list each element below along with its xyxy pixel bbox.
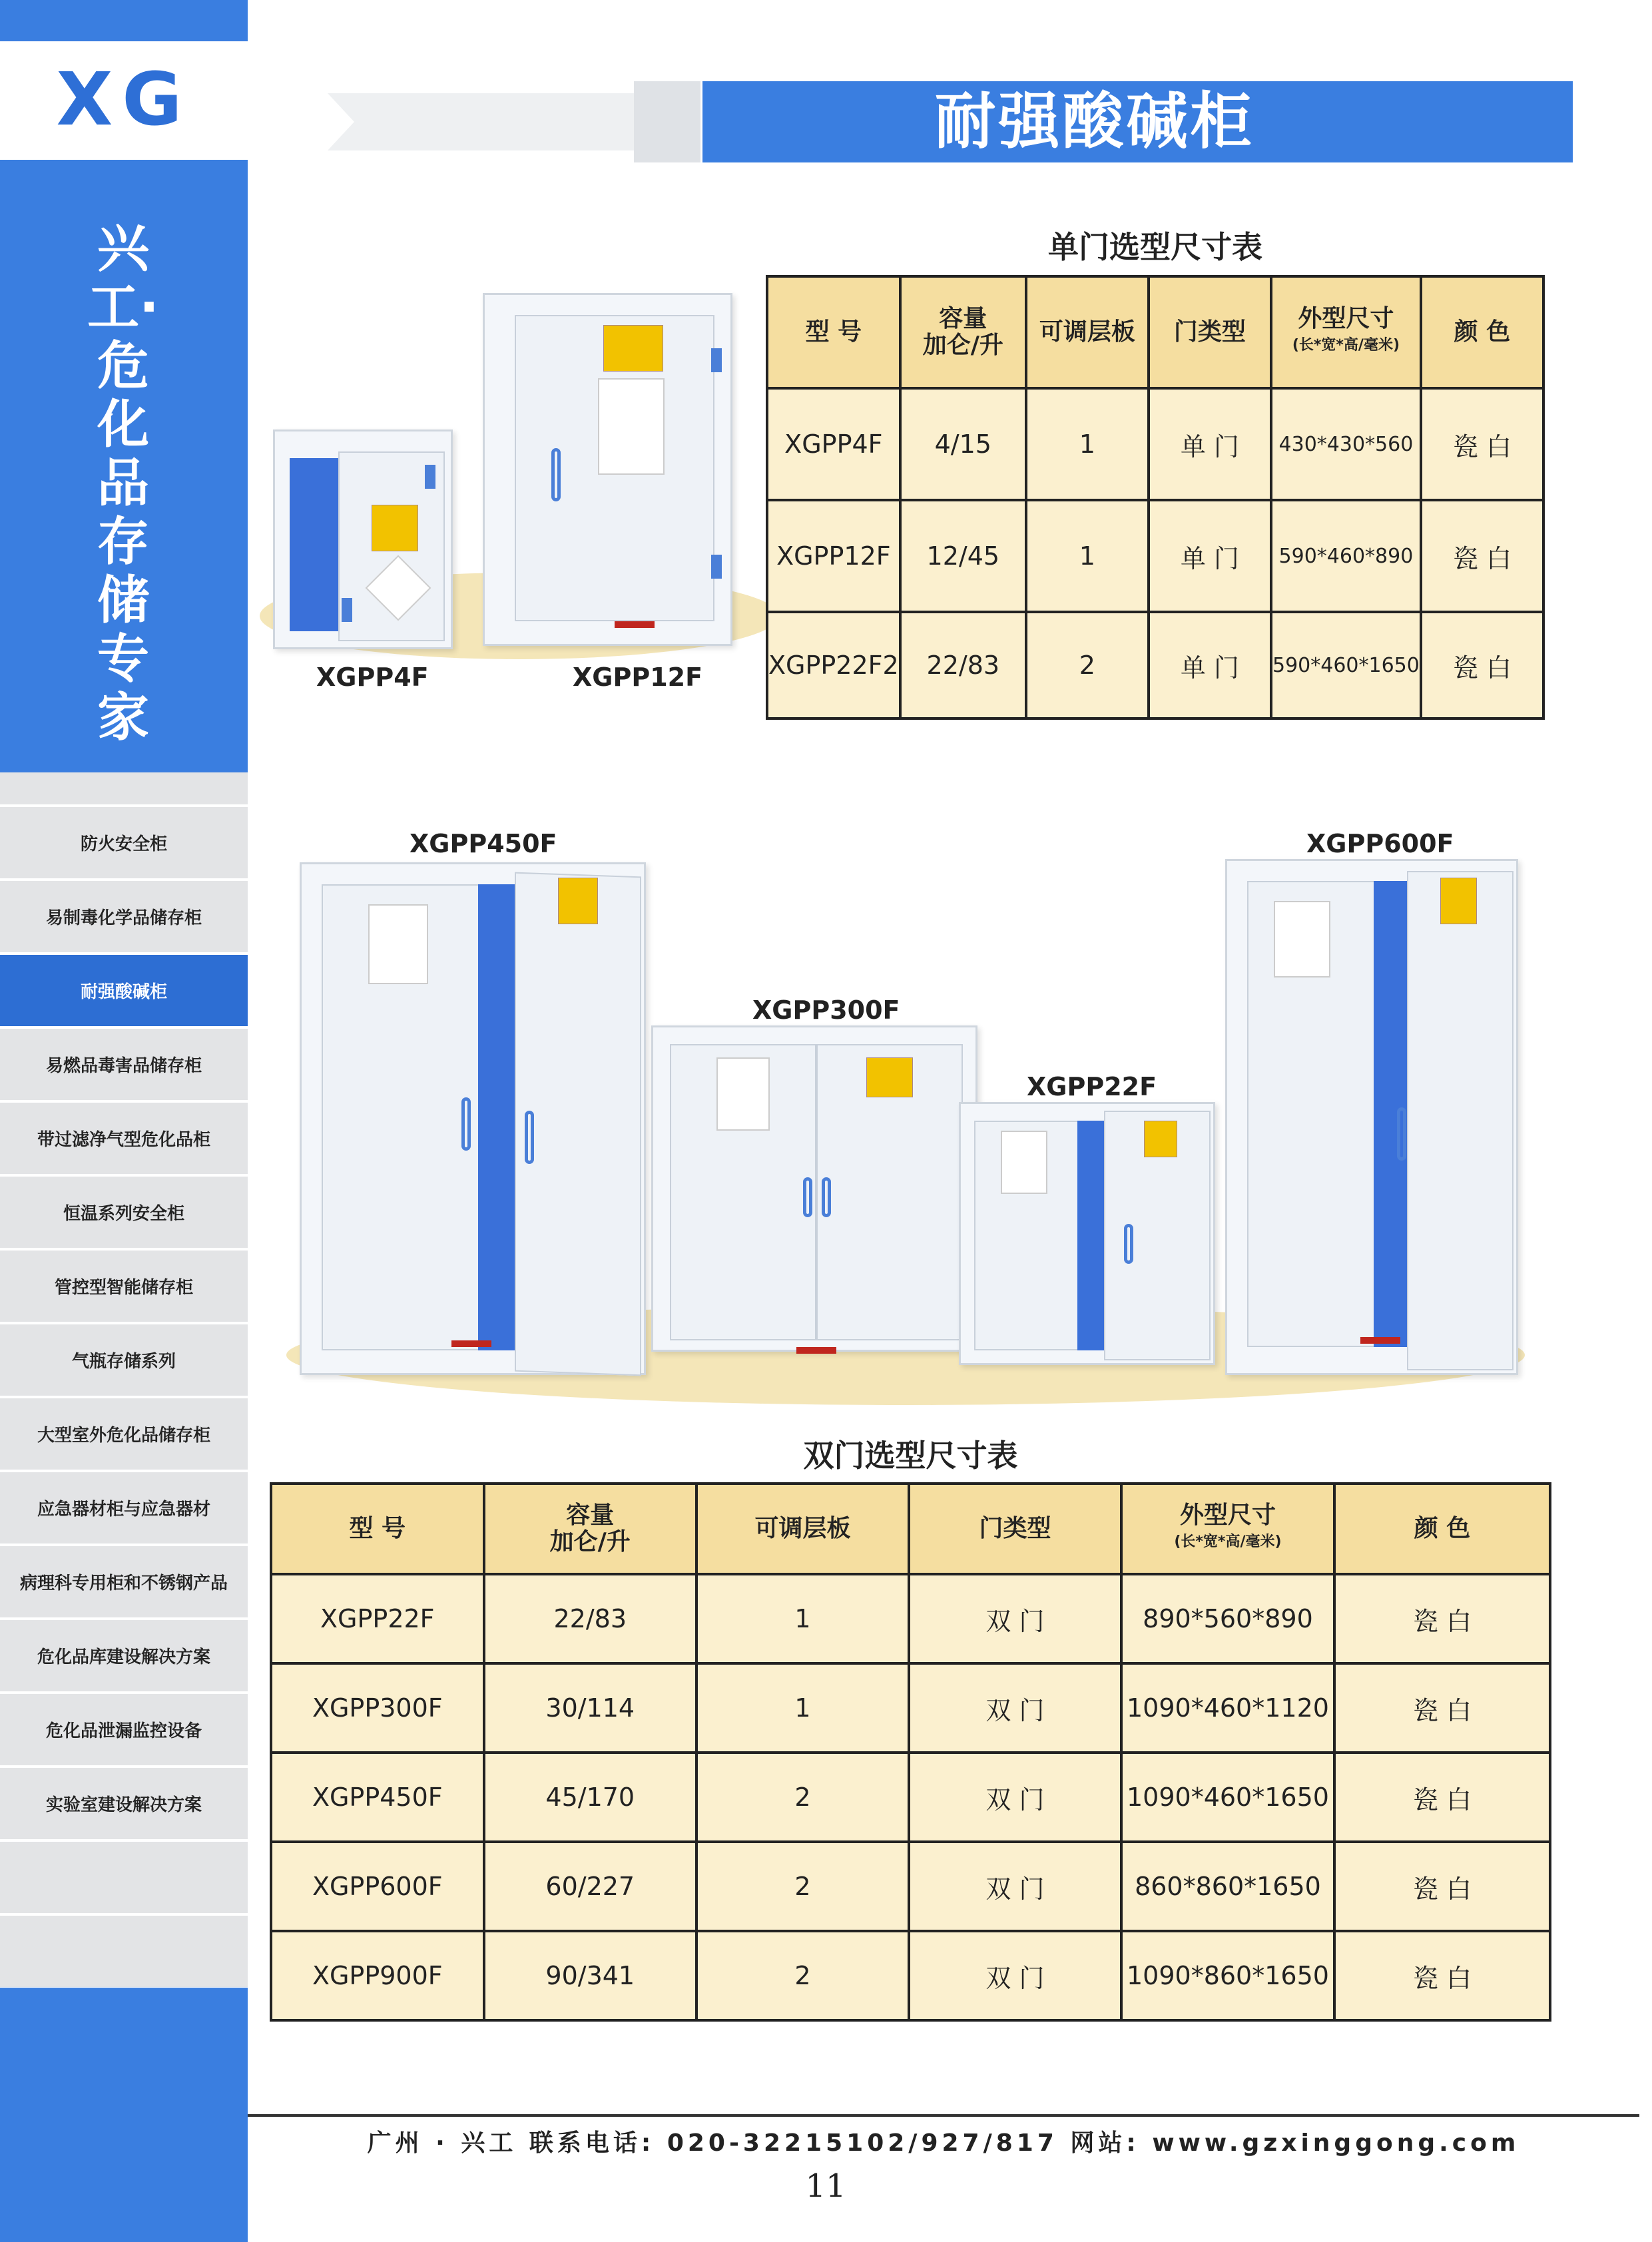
table-cell: XGPP4F — [767, 388, 900, 500]
sidebar-bottom-bar — [0, 1988, 248, 2242]
caution-strip — [1360, 1337, 1400, 1344]
product-image-xgpp4f — [273, 429, 453, 649]
table-cell: 590*460*1650 — [1271, 612, 1421, 718]
table-header — [484, 1484, 696, 1574]
table-cell: 瓷 白 — [1334, 1842, 1550, 1931]
hinge — [425, 465, 435, 489]
table-row — [271, 1663, 1550, 1753]
double-door-spec-table — [270, 1482, 1551, 2022]
table-cell: XGPP900F — [271, 1931, 484, 2020]
sidebar-item-lab-solution[interactable] — [0, 1768, 248, 1842]
table-header: 可调层板 — [696, 1484, 909, 1574]
sidebar-item-label: 耐强酸碱柜 — [80, 982, 167, 1002]
table-row — [271, 1753, 1550, 1842]
table-row — [767, 500, 1543, 612]
product-image-xgpp12f — [483, 293, 732, 646]
table-header: 型 号 — [271, 1484, 484, 1574]
table-cell: 2 — [696, 1753, 909, 1842]
table-cell: XGPP22F2 — [767, 612, 900, 718]
cabinet-door-right — [1407, 871, 1514, 1370]
table-cell: 90/341 — [484, 1931, 696, 2020]
header-subline: (长*宽*高/毫米) — [1292, 337, 1400, 354]
sidebar-item-emergency-equipment[interactable] — [0, 1472, 248, 1546]
header-line: 外型尺寸 — [1298, 305, 1394, 332]
table-cell: 瓷 白 — [1334, 1663, 1550, 1753]
table-cell: 瓷 白 — [1334, 1574, 1550, 1663]
table-cell: 1090*460*1650 — [1121, 1753, 1334, 1842]
product-caption: XGPP22F — [1027, 1072, 1157, 1101]
table-cell: 860*860*1650 — [1121, 1842, 1334, 1931]
table-cell: 1 — [696, 1574, 909, 1663]
warning-label — [866, 1057, 913, 1097]
page-title: 耐强酸碱柜 — [934, 86, 1254, 157]
sidebar-item-smart-storage[interactable] — [0, 1251, 248, 1324]
table-cell: 双 门 — [909, 1574, 1121, 1663]
table-cell: 瓷 白 — [1334, 1931, 1550, 2020]
sidebar-item-label: 大型室外危化品储存柜 — [37, 1426, 210, 1446]
header-line: 加仑/升 — [922, 332, 1003, 359]
table-cell: 单 门 — [1149, 612, 1271, 718]
caution-strip — [451, 1340, 491, 1347]
table-cell: 22/83 — [484, 1574, 696, 1663]
sidebar-vertical-title: 兴工·危化品存储专家 — [87, 219, 159, 748]
table-cell: 单 门 — [1149, 500, 1271, 612]
door-handle — [461, 1097, 471, 1151]
warning-label — [603, 325, 663, 372]
sidebar-top-bar — [0, 0, 248, 41]
table-cell: 2 — [696, 1931, 909, 2020]
double-door-table-title: 双门选型尺寸表 — [803, 1438, 1018, 1474]
table-cell: 单 门 — [1149, 388, 1271, 500]
product-image-xgpp600f — [1225, 859, 1518, 1375]
table-cell: 双 门 — [909, 1753, 1121, 1842]
table-header: 门类型 — [1149, 276, 1271, 388]
hinge — [711, 348, 722, 372]
table-cell: 590*460*890 — [1271, 500, 1421, 612]
sidebar-item-label: 危化品泄漏监控设备 — [45, 1721, 202, 1741]
table-cell: 双 门 — [909, 1842, 1121, 1931]
single-door-table-title: 单门选型尺寸表 — [1048, 229, 1262, 265]
sidebar — [0, 0, 248, 2242]
table-cell: 1 — [1026, 500, 1149, 612]
table-cell: 双 门 — [909, 1663, 1121, 1753]
table-cell: 430*430*560 — [1271, 388, 1421, 500]
hinge — [711, 555, 722, 579]
sidebar-item-thermostatic[interactable] — [0, 1177, 248, 1251]
product-image-xgpp450f — [300, 862, 646, 1375]
header-line: 容量 — [939, 305, 987, 332]
table-cell: 4/15 — [900, 388, 1026, 500]
table-cell: 2 — [696, 1842, 909, 1931]
sidebar-item-label: 恒温系列安全柜 — [63, 1204, 184, 1224]
table-cell: XGPP450F — [271, 1753, 484, 1842]
table-cell: XGPP300F — [271, 1663, 484, 1753]
header-line: 外型尺寸 — [1179, 1502, 1276, 1529]
table-cell: 双 门 — [909, 1931, 1121, 2020]
sidebar-item-leak-monitoring[interactable] — [0, 1694, 248, 1768]
door-handle — [551, 448, 561, 501]
sidebar-item-fire-safety[interactable] — [0, 807, 248, 881]
table-cell: 1 — [1026, 388, 1149, 500]
caution-strip — [615, 621, 655, 628]
table-cell: 60/227 — [484, 1842, 696, 1931]
table-cell: 1090*460*1120 — [1121, 1663, 1334, 1753]
single-door-spec-table — [766, 275, 1545, 720]
table-cell: XGPP600F — [271, 1842, 484, 1931]
sidebar-item-pathology[interactable] — [0, 1546, 248, 1620]
table-cell: 1090*860*1650 — [1121, 1931, 1334, 2020]
table-cell: 瓷 白 — [1421, 612, 1543, 718]
header-line: 容量 — [566, 1502, 615, 1529]
table-header: 型 号 — [767, 276, 900, 388]
table-header: 颜 色 — [1334, 1484, 1550, 1574]
header-subline: (长*宽*高/毫米) — [1174, 1534, 1282, 1550]
brand-logo: XG — [56, 57, 192, 142]
table-header — [1271, 276, 1421, 388]
table-row — [271, 1931, 1550, 2020]
sidebar-item-label: 实验室建设解决方案 — [45, 1795, 202, 1815]
caution-strip — [796, 1347, 836, 1354]
product-caption: XGPP450F — [410, 829, 557, 858]
table-row — [767, 612, 1543, 718]
warning-label — [1440, 878, 1477, 924]
sidebar-item-filtered-cabinet[interactable] — [0, 1103, 248, 1177]
table-cell: 瓷 白 — [1421, 500, 1543, 612]
door-handle — [803, 1177, 812, 1217]
corrosive-sign — [1001, 1131, 1047, 1194]
sidebar-item-label: 易燃品毒害品储存柜 — [45, 1056, 202, 1076]
corrosive-sign — [716, 1057, 770, 1131]
warning-label — [372, 505, 418, 551]
table-cell: XGPP22F — [271, 1574, 484, 1663]
sidebar-item-warehouse-solution[interactable] — [0, 1620, 248, 1694]
door-handle — [1397, 1107, 1406, 1161]
header-line: 加仑/升 — [549, 1528, 631, 1555]
sidebar-item-label: 危化品库建设解决方案 — [37, 1647, 210, 1667]
table-cell: 瓷 白 — [1334, 1753, 1550, 1842]
table-cell: 12/45 — [900, 500, 1026, 612]
table-header: 可调层板 — [1026, 276, 1149, 388]
footer-divider — [248, 2114, 1639, 2117]
sidebar-item-label: 管控型智能储存柜 — [54, 1278, 193, 1298]
sidebar-item-precursor-storage[interactable] — [0, 881, 248, 955]
header-decor-light — [328, 93, 634, 150]
sidebar-item-flammable-toxic[interactable] — [0, 1029, 248, 1103]
hinge — [342, 598, 352, 622]
corrosive-sign — [368, 904, 428, 984]
table-cell: XGPP12F — [767, 500, 900, 612]
table-header: 门类型 — [909, 1484, 1121, 1574]
product-caption: XGPP12F — [573, 663, 703, 692]
product-caption: XGPP4F — [316, 663, 429, 692]
sidebar-item-label: 病理科专用柜和不锈钢产品 — [19, 1573, 228, 1593]
door-handle — [822, 1177, 831, 1217]
door-handle — [525, 1111, 534, 1164]
product-caption: XGPP300F — [752, 995, 900, 1025]
table-cell: 2 — [1026, 612, 1149, 718]
table-cell: 1 — [696, 1663, 909, 1753]
sidebar-item-outdoor-storage[interactable] — [0, 1398, 248, 1472]
table-row — [271, 1574, 1550, 1663]
table-row — [767, 388, 1543, 500]
sidebar-item-label: 防火安全柜 — [80, 834, 167, 854]
sidebar-item-label: 易制毒化学品储存柜 — [45, 908, 202, 928]
sidebar-menu-spacer — [0, 772, 248, 807]
table-cell: 45/170 — [484, 1753, 696, 1842]
sidebar-item-acid-alkali[interactable] — [0, 955, 248, 1029]
sidebar-item-label: 气瓶存储系列 — [71, 1352, 176, 1372]
product-image-xgpp300f — [651, 1025, 977, 1352]
sidebar-item-label: 带过滤净气型危化品柜 — [37, 1130, 210, 1150]
sidebar-menu-spacer — [0, 1842, 248, 1916]
table-row — [271, 1842, 1550, 1931]
product-image-xgpp22f — [959, 1102, 1215, 1365]
table-header: 颜 色 — [1421, 276, 1543, 388]
door-handle — [1124, 1224, 1133, 1264]
warning-label — [1144, 1121, 1177, 1157]
header-decor-grey — [634, 81, 700, 162]
sidebar-item-label: 应急器材柜与应急器材 — [37, 1500, 210, 1520]
sidebar-menu — [0, 772, 248, 1990]
warning-label — [558, 878, 598, 924]
product-caption: XGPP600F — [1306, 829, 1454, 858]
table-cell: 瓷 白 — [1421, 388, 1543, 500]
corrosive-sign — [598, 378, 665, 475]
table-header — [900, 276, 1026, 388]
sidebar-item-gas-cylinder[interactable] — [0, 1324, 248, 1398]
footer-contact: 广州 · 兴工 联系电话: 020-32215102/927/817 网站: www.gzxinggong.com — [367, 2129, 1520, 2157]
table-header — [1121, 1484, 1334, 1574]
table-cell: 22/83 — [900, 612, 1026, 718]
table-cell: 30/114 — [484, 1663, 696, 1753]
table-cell: 890*560*890 — [1121, 1574, 1334, 1663]
page-number: 11 — [805, 2167, 846, 2205]
corrosive-sign — [1274, 901, 1330, 978]
sidebar-menu-spacer — [0, 1916, 248, 1990]
